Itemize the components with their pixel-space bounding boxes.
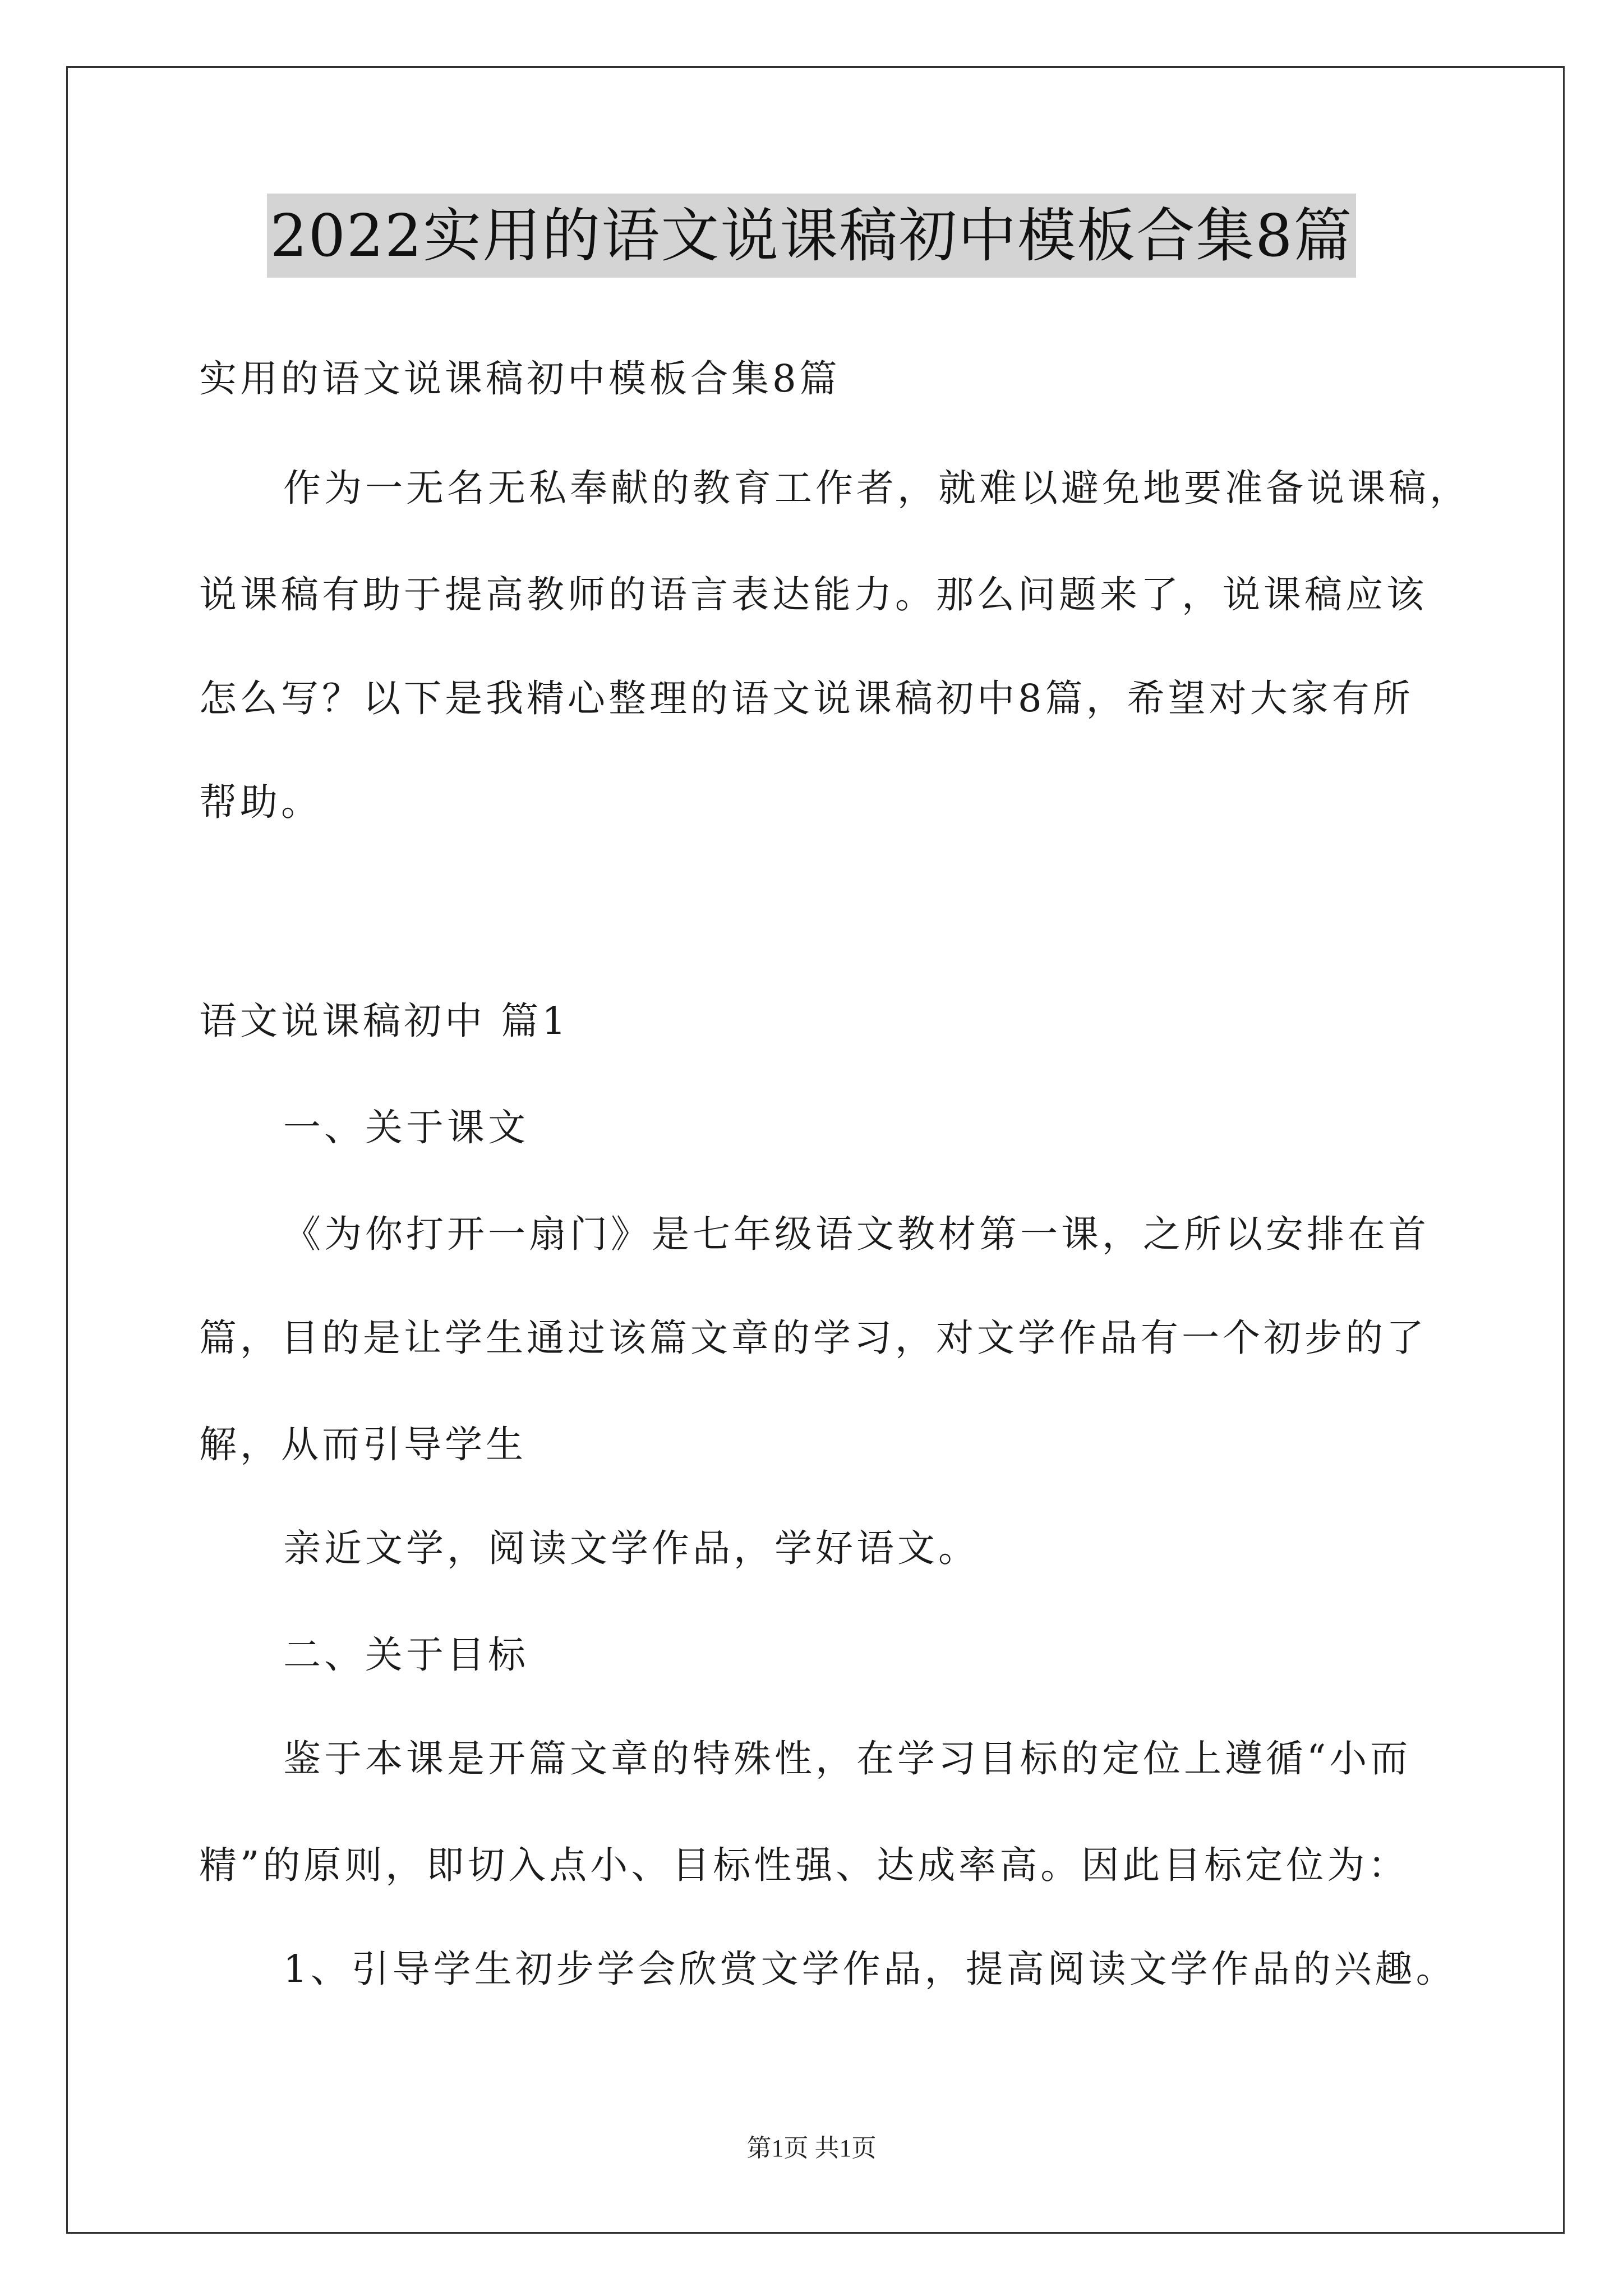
list-item: 1、引导学生初步学会欣赏文学作品，提高阅读文学作品的兴趣。 <box>283 1947 1457 1991</box>
paragraph-line: 亲近文学，阅读文学作品，学好语文。 <box>283 1526 979 1570</box>
subsection-heading: 二、关于目标 <box>283 1633 529 1677</box>
paragraph-line: 篇，目的是让学生通过该篇文章的学习，对文学作品有一个初步的了 <box>199 1316 1427 1360</box>
document-title: 2022实用的语文说课稿初中模板合集8篇 <box>267 194 1357 278</box>
paragraph-line: 鉴于本课是开篇文章的特殊性，在学习目标的定位上遵循“小而 <box>283 1737 1412 1780</box>
page-footer: 第1页 共1页 <box>746 2134 877 2162</box>
title-container <box>0 194 1623 278</box>
paragraph-line: 怎么写？以下是我精心整理的语文说课稿初中8篇，希望对大家有所 <box>199 677 1414 720</box>
paragraph-line: 说课稿有助于提高教师的语言表达能力。那么问题来了，说课稿应该 <box>199 573 1427 616</box>
subsection-heading: 一、关于课文 <box>283 1106 529 1149</box>
paragraph-line: 作为一无名无私奉献的教育工作者，就难以避免地要准备说课稿， <box>283 466 1470 510</box>
paragraph-line: 帮助。 <box>199 780 322 824</box>
subtitle-line: 实用的语文说课稿初中模板合集8篇 <box>199 357 841 401</box>
section-heading: 语文说课稿初中 篇1 <box>199 999 569 1043</box>
paragraph-line: 精”的原则，即切入点小、目标性强、达成率高。因此目标定位为： <box>199 1843 1409 1887</box>
paragraph-line: 解，从而引导学生 <box>199 1423 527 1466</box>
paragraph-line: 《为你打开一扇门》是七年级语文教材第一课，之所以安排在首 <box>283 1212 1430 1256</box>
